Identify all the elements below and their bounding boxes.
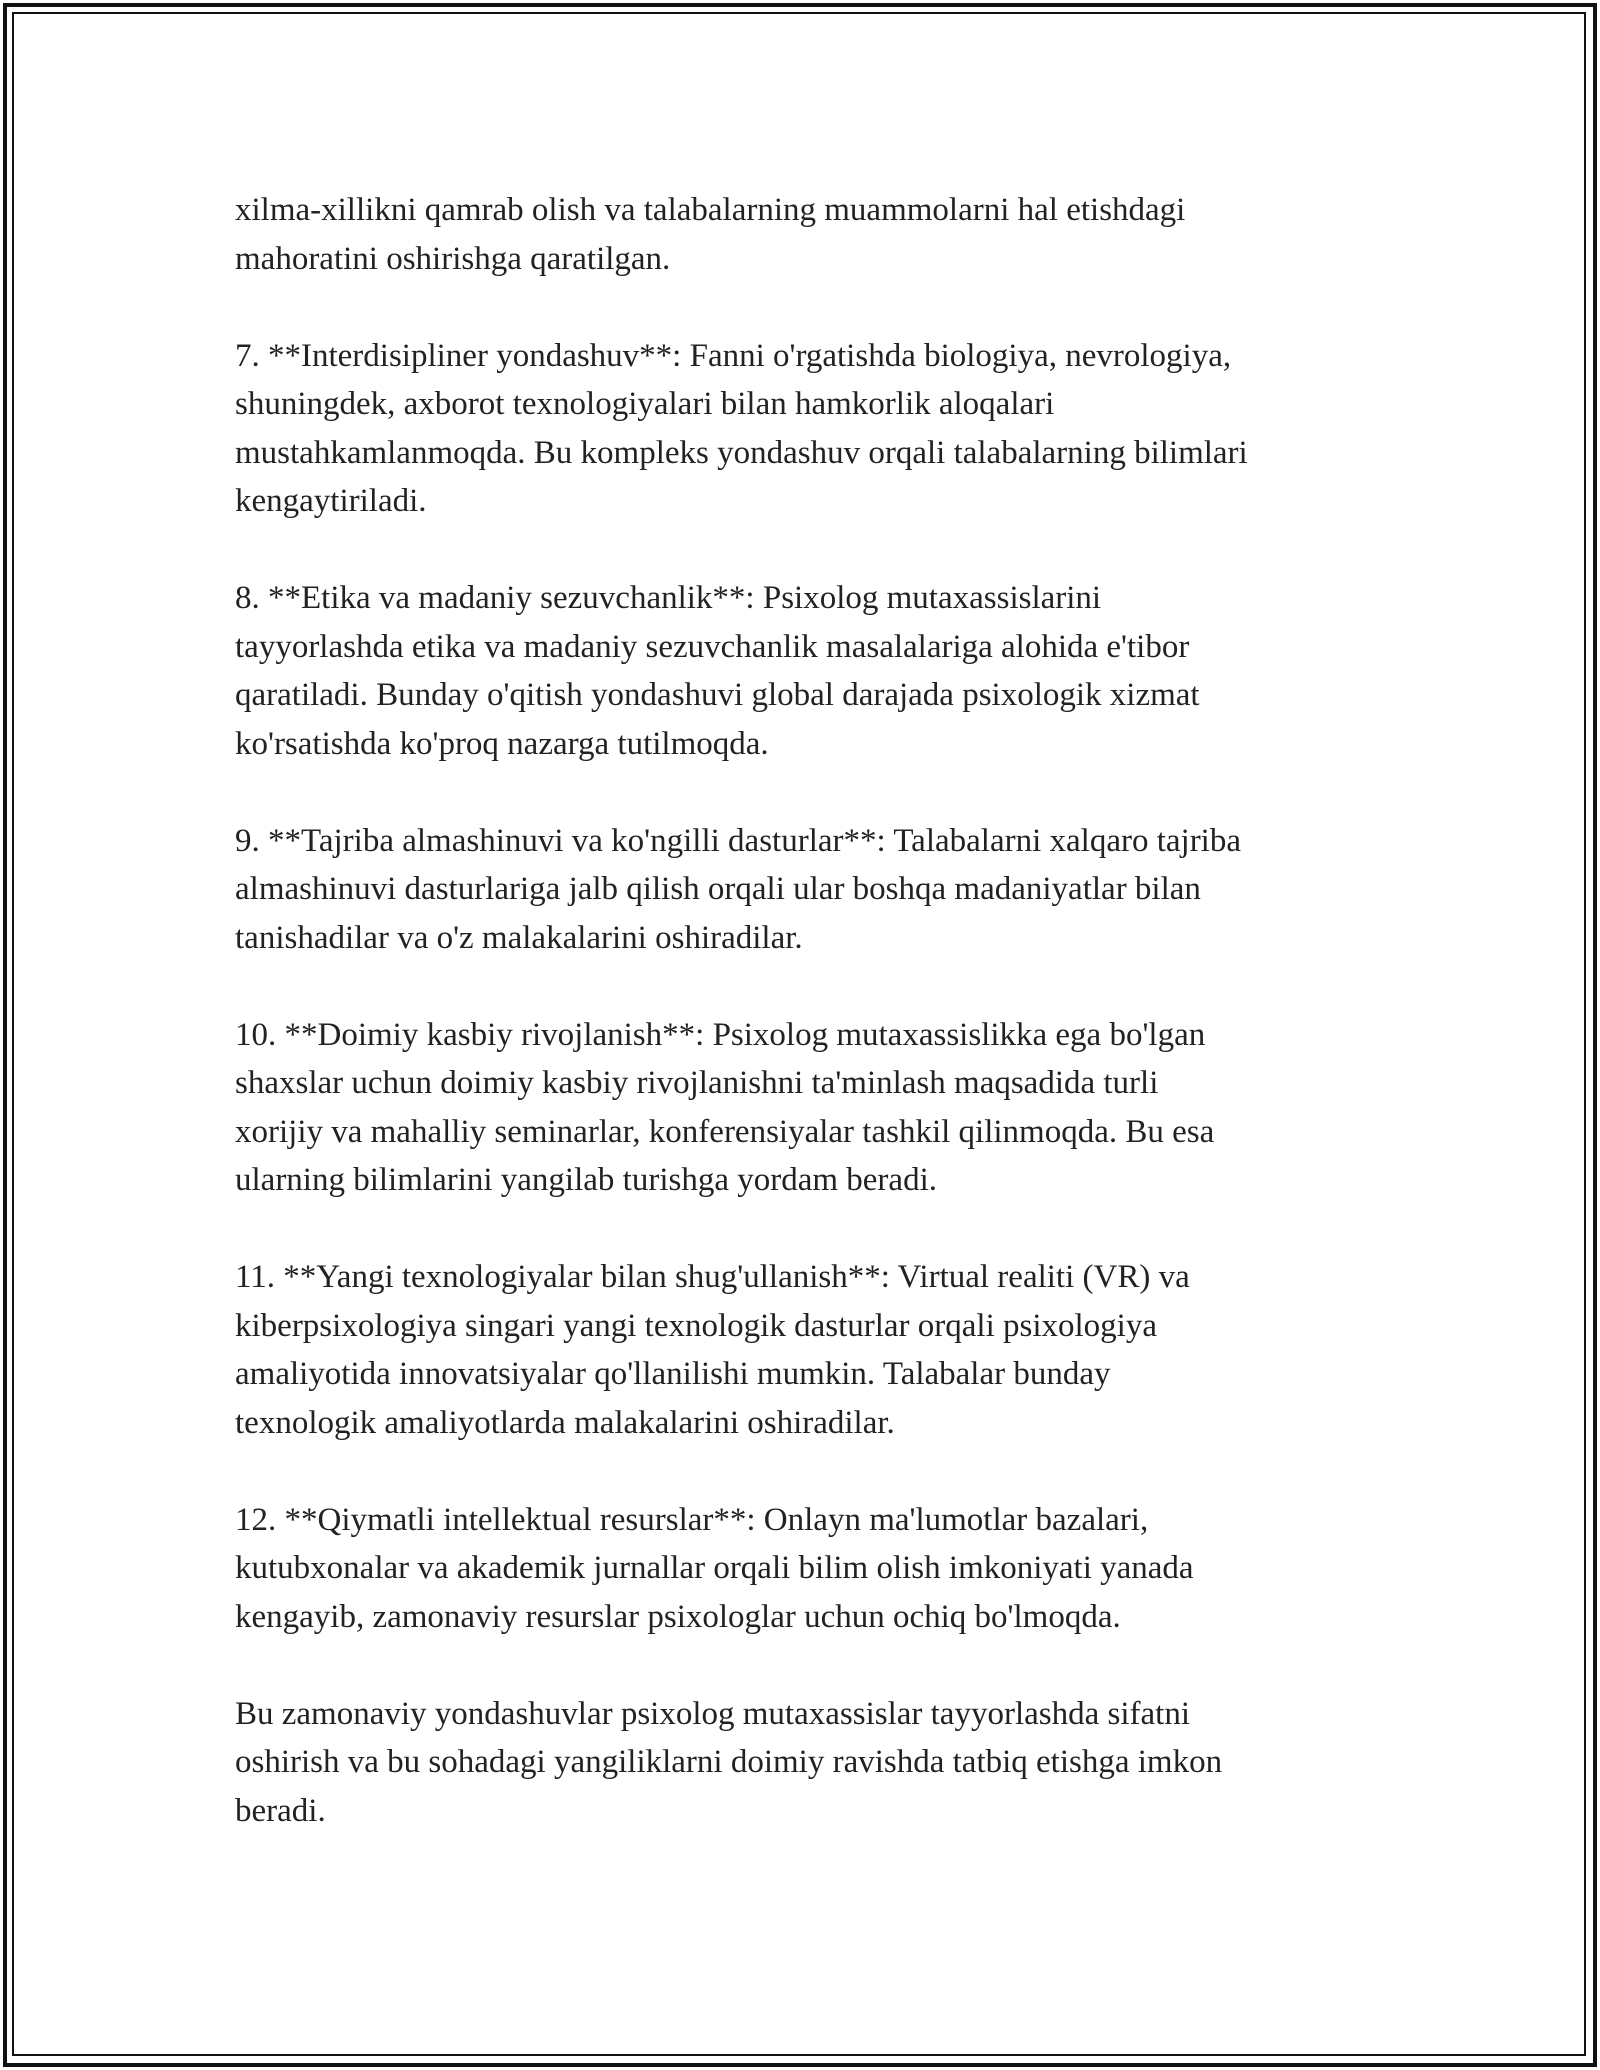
document-body (235, 186, 1375, 1884)
paragraph-conclusion: Bu zamonaviy yondashuvlar psixolog mutaxassislar tayyorlashda sifatni oshirish va bu sohadagi yangiliklarni doimiy ravishda tatbiq etishga imkon beradi. (235, 1695, 1223, 1829)
paragraph-item-8: 8. **Etika va madaniy sezuvchanlik**: Psixolog mutaxassislarini tayyorlashda etika va madaniy sezuvchanlik masalalariga alohida e'tibor qaratiladi. Bunday o'qitish yondashuvi global darajada psixologik xizmat ko'rsatishda ko'proq nazarga tutilmoqda. (235, 580, 1200, 762)
paragraph-item-11: 11. **Yangi texnologiyalar bilan shug'ullanish**: Virtual realiti (VR) va kiberpsixologiya singari yangi texnologik dasturlar orqali psixologiya amaliyotida innovatsiyalar qo'llanilishi mumkin. Talabalar bunday texnologik amaliyotlarda malakalarini oshiradilar. (235, 1259, 1190, 1441)
paragraph-item-10: 10. **Doimiy kasbiy rivojlanish**: Psixolog mutaxassislikka ega bo'lgan shaxslar uchun doimiy kasbiy rivojlanishni ta'minlash maqsadida turli xorijiy va mahalliy seminarlar, konferensiyalar tashkil qilinmoqda. Bu esa ularning bilimlarini yangilab turishga yordam beradi. (235, 1016, 1215, 1198)
paragraph-item-12: 12. **Qiymatli intellektual resurslar**: Onlayn ma'lumotlar bazalari, kutubxonalar va akademik jurnallar orqali bilim olish imkoniyati yanada kengayib, zamonaviy resurslar psixologlar uchun ochiq bo'lmoqda. (235, 1501, 1194, 1635)
paragraph-item-9: 9. **Tajriba almashinuvi va ko'ngilli dasturlar**: Talabalarni xalqaro tajriba almashinuvi dasturlariga jalb qilish orqali ular boshqa madaniyatlar bilan tanishadilar va o'z malakalarini oshiradilar. (235, 822, 1242, 956)
paragraph-item-7: 7. **Interdisipliner yondashuv**: Fanni o'rgatishda biologiya, nevrologiya, shuningdek, axborot texnologiyalari bilan hamkorlik aloqalari mustahkamlanmoqda. Bu kompleks yondashuv orqali talabalarning bilimlari kengaytiriladi. (235, 337, 1248, 519)
paragraph-intro-continuation: xilma-xillikni qamrab olish va talabalarning muammolarni hal etishdagi mahoratini oshirishga qaratilgan. (235, 192, 1186, 277)
